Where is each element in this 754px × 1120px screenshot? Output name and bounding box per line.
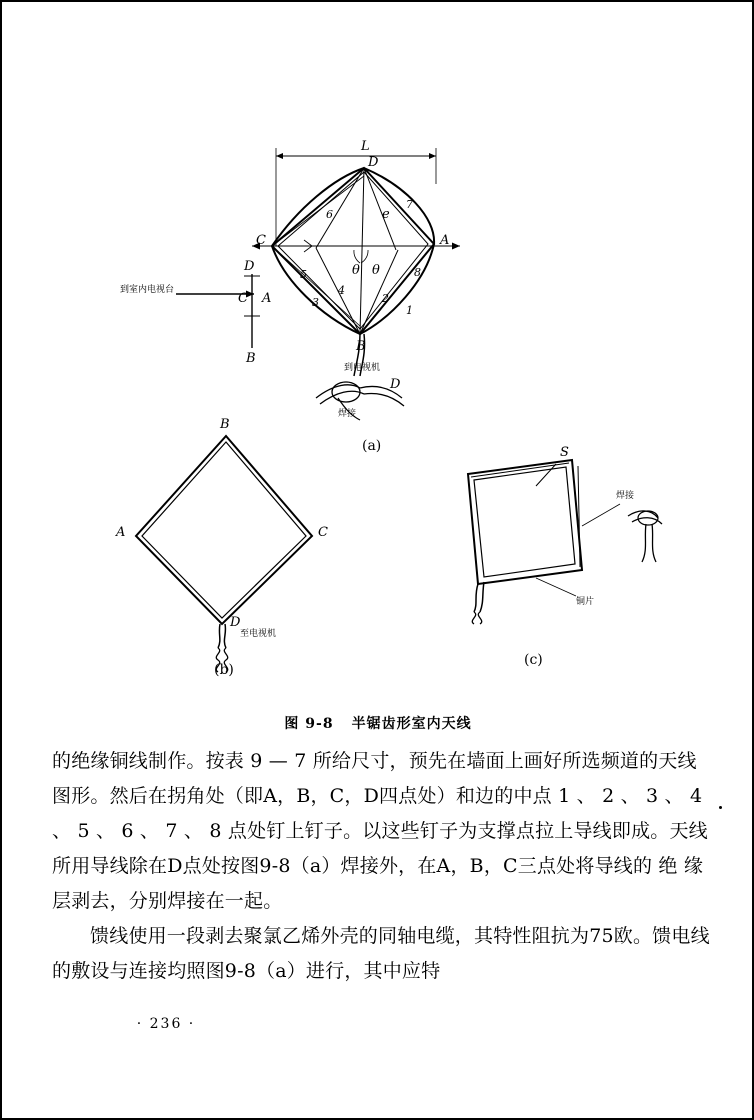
page-number: · 236 ·	[136, 1016, 196, 1032]
label-mid-6: 6	[326, 208, 333, 221]
label-theta-1: θ	[352, 263, 360, 278]
label-e-right: e	[382, 207, 390, 222]
figure-caption-title: 半锯齿形室内天线	[351, 716, 472, 732]
margin-dot	[719, 806, 722, 809]
label-mid-1: 1	[406, 304, 413, 317]
part-label-a: (a)	[362, 438, 382, 454]
label-left-D: D	[244, 259, 255, 274]
figure-block	[16, 126, 740, 726]
label-mid-8: 8	[414, 266, 421, 279]
label-c-copper: 铜片	[576, 597, 595, 607]
label-b-D: D	[230, 615, 241, 630]
label-B: B	[356, 339, 366, 354]
label-c-solder: 焊接	[616, 491, 635, 501]
paragraph-2: 馈线使用一段剥去聚氯乙烯外壳的同轴电缆，其特性阻抗为75欧。馈电线的敷设与连接均照图9-8（a）进行，其中应特	[52, 925, 710, 982]
label-to-tv-station: 到室内电视台	[120, 285, 175, 295]
figure-caption-number: 图 9-8	[284, 716, 334, 732]
label-b-C: C	[318, 525, 328, 540]
page-inner	[16, 16, 740, 1106]
label-solder-D: D	[390, 377, 401, 392]
label-theta-2: θ	[372, 263, 380, 278]
diagram-b	[136, 436, 312, 672]
paragraph-1: 的绝缘铜线制作。按表 9 — 7 所给尺寸，预先在墙面上画好所选频道的天线图形。然后在拐角处（即A，B，C，D四点处）和边的中点 1 、 2 、 3 、 4 、 5 、 6 、 7 、 8 点处钉上钉子。以这些钉子为支撑点拉上导线即成。天线所用导线除在D点处按图9-8（a）焊接外，在A，B，C三点处将导线的 绝 缘 层剥去，分别焊接在一起。	[52, 750, 708, 912]
figure-caption	[16, 713, 740, 733]
label-c-S: S	[560, 445, 569, 460]
label-mid-5: 5	[300, 268, 307, 281]
label-mid-4: 4	[338, 284, 345, 297]
label-C: C	[256, 233, 266, 248]
diagram-a	[176, 148, 460, 420]
label-left-B: B	[246, 351, 256, 366]
antenna-figure-svg	[16, 126, 740, 726]
label-L: L	[361, 139, 370, 154]
body-text	[52, 744, 712, 989]
diagram-c	[468, 460, 662, 624]
label-D-top: D	[368, 155, 379, 170]
label-solder-a: 焊接	[338, 409, 357, 419]
part-label-c: (c)	[524, 652, 543, 668]
label-left-C: C	[238, 291, 248, 306]
label-left-A: A	[262, 291, 272, 306]
label-to-tv-set-a: 到电视机	[344, 363, 381, 373]
label-b-to-tv: 至电视机	[240, 629, 277, 639]
label-A: A	[440, 233, 450, 248]
label-mid-2: 2	[382, 292, 389, 305]
label-mid-3: 3	[312, 296, 319, 309]
label-b-B: B	[220, 417, 230, 432]
label-b-A: A	[116, 525, 126, 540]
part-label-b: (b)	[214, 662, 234, 678]
label-mid-7: 7	[406, 198, 413, 211]
